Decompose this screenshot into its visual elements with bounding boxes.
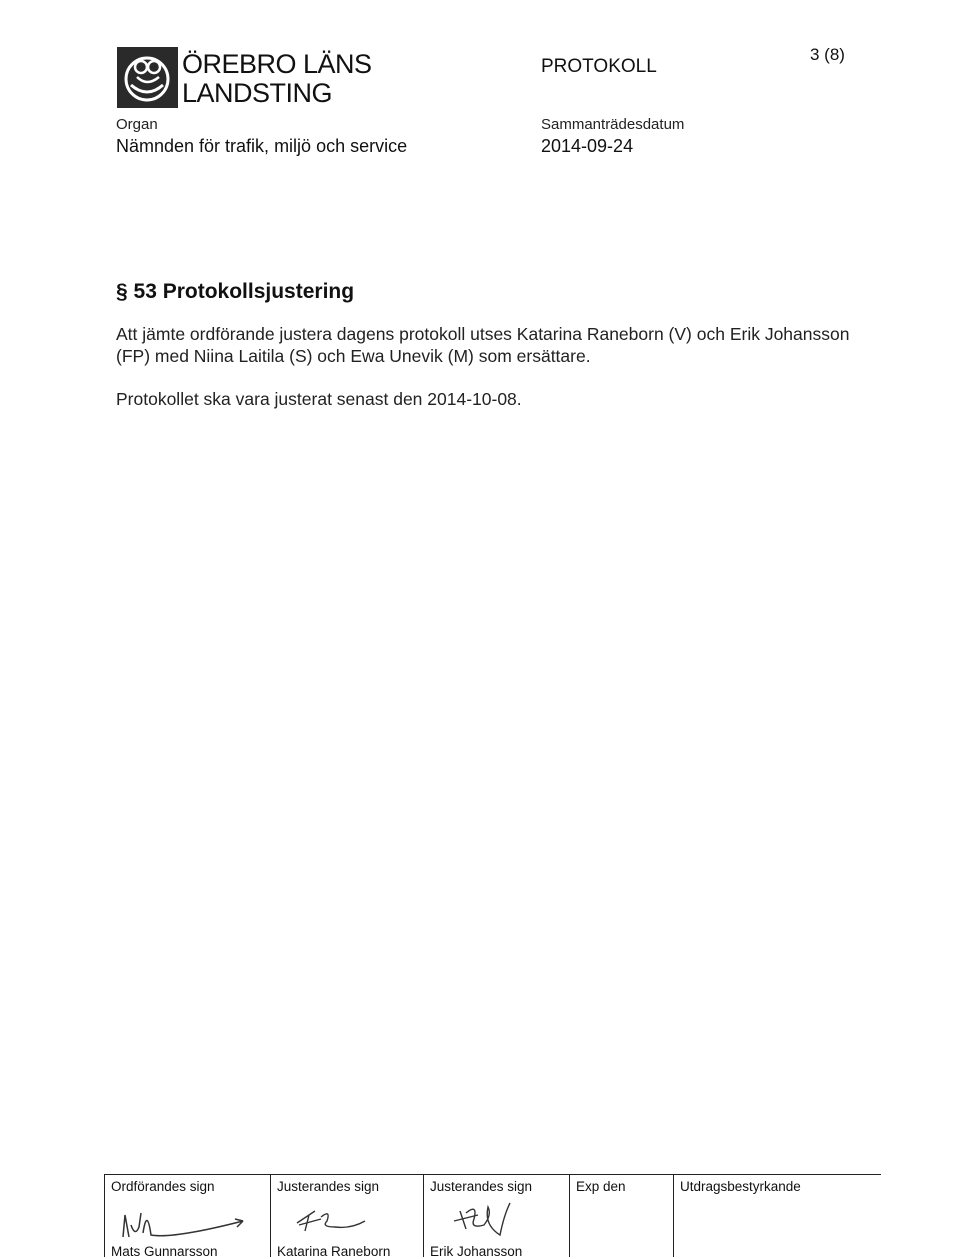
signature-cell-extract xyxy=(674,1175,881,1258)
signer-name: Mats Gunnarsson xyxy=(111,1244,218,1259)
signer-name: Katarina Raneborn xyxy=(277,1244,391,1259)
document-type: PROTOKOLL xyxy=(541,56,657,77)
page-number: 3 (8) xyxy=(810,45,845,64)
signature-label: Utdragsbestyrkande xyxy=(680,1179,801,1194)
logo-icon xyxy=(117,47,178,108)
signature-label: Justerandes sign xyxy=(430,1179,533,1194)
brand-name xyxy=(182,50,372,108)
signature-cell-chair xyxy=(105,1175,271,1258)
organ-label: Organ xyxy=(116,116,158,133)
paragraph-2: Protokollet ska vara justerat senast den 2014-10-08. xyxy=(116,389,522,409)
signature-label: Justerandes sign xyxy=(277,1179,380,1194)
signature-label: Ordförandes sign xyxy=(111,1179,215,1194)
section-heading: § 53 Protokollsjustering xyxy=(116,280,355,303)
handwritten-signature-icon xyxy=(444,1195,534,1243)
signature-cell-adjuster-2 xyxy=(424,1175,570,1258)
date-label: Sammanträdesdatum xyxy=(541,116,685,133)
brand-line-2: LANDSTING xyxy=(182,78,333,108)
paragraph-1-line-2: (FP) med Niina Laitila (S) och Ewa Unevik (M) som ersättare. xyxy=(116,346,591,366)
date-value: 2014-09-24 xyxy=(541,136,634,156)
signature-cell-adjuster-1 xyxy=(271,1175,424,1258)
organ-value: Nämnden för trafik, miljö och service xyxy=(116,136,408,156)
paragraph-1 xyxy=(116,323,876,367)
paragraph-1-line-1: Att jämte ordförande justera dagens protokoll utses Katarina Raneborn (V) och Erik Johansson xyxy=(116,324,850,344)
handwritten-signature-icon xyxy=(113,1197,253,1245)
signer-name: Erik Johansson xyxy=(430,1244,523,1259)
brand-line-1: ÖREBRO LÄNS xyxy=(182,49,372,79)
signature-cell-exp xyxy=(570,1175,674,1258)
signature-table xyxy=(104,1174,881,1257)
signature-label: Exp den xyxy=(576,1179,626,1194)
handwritten-signature-icon xyxy=(291,1201,381,1241)
